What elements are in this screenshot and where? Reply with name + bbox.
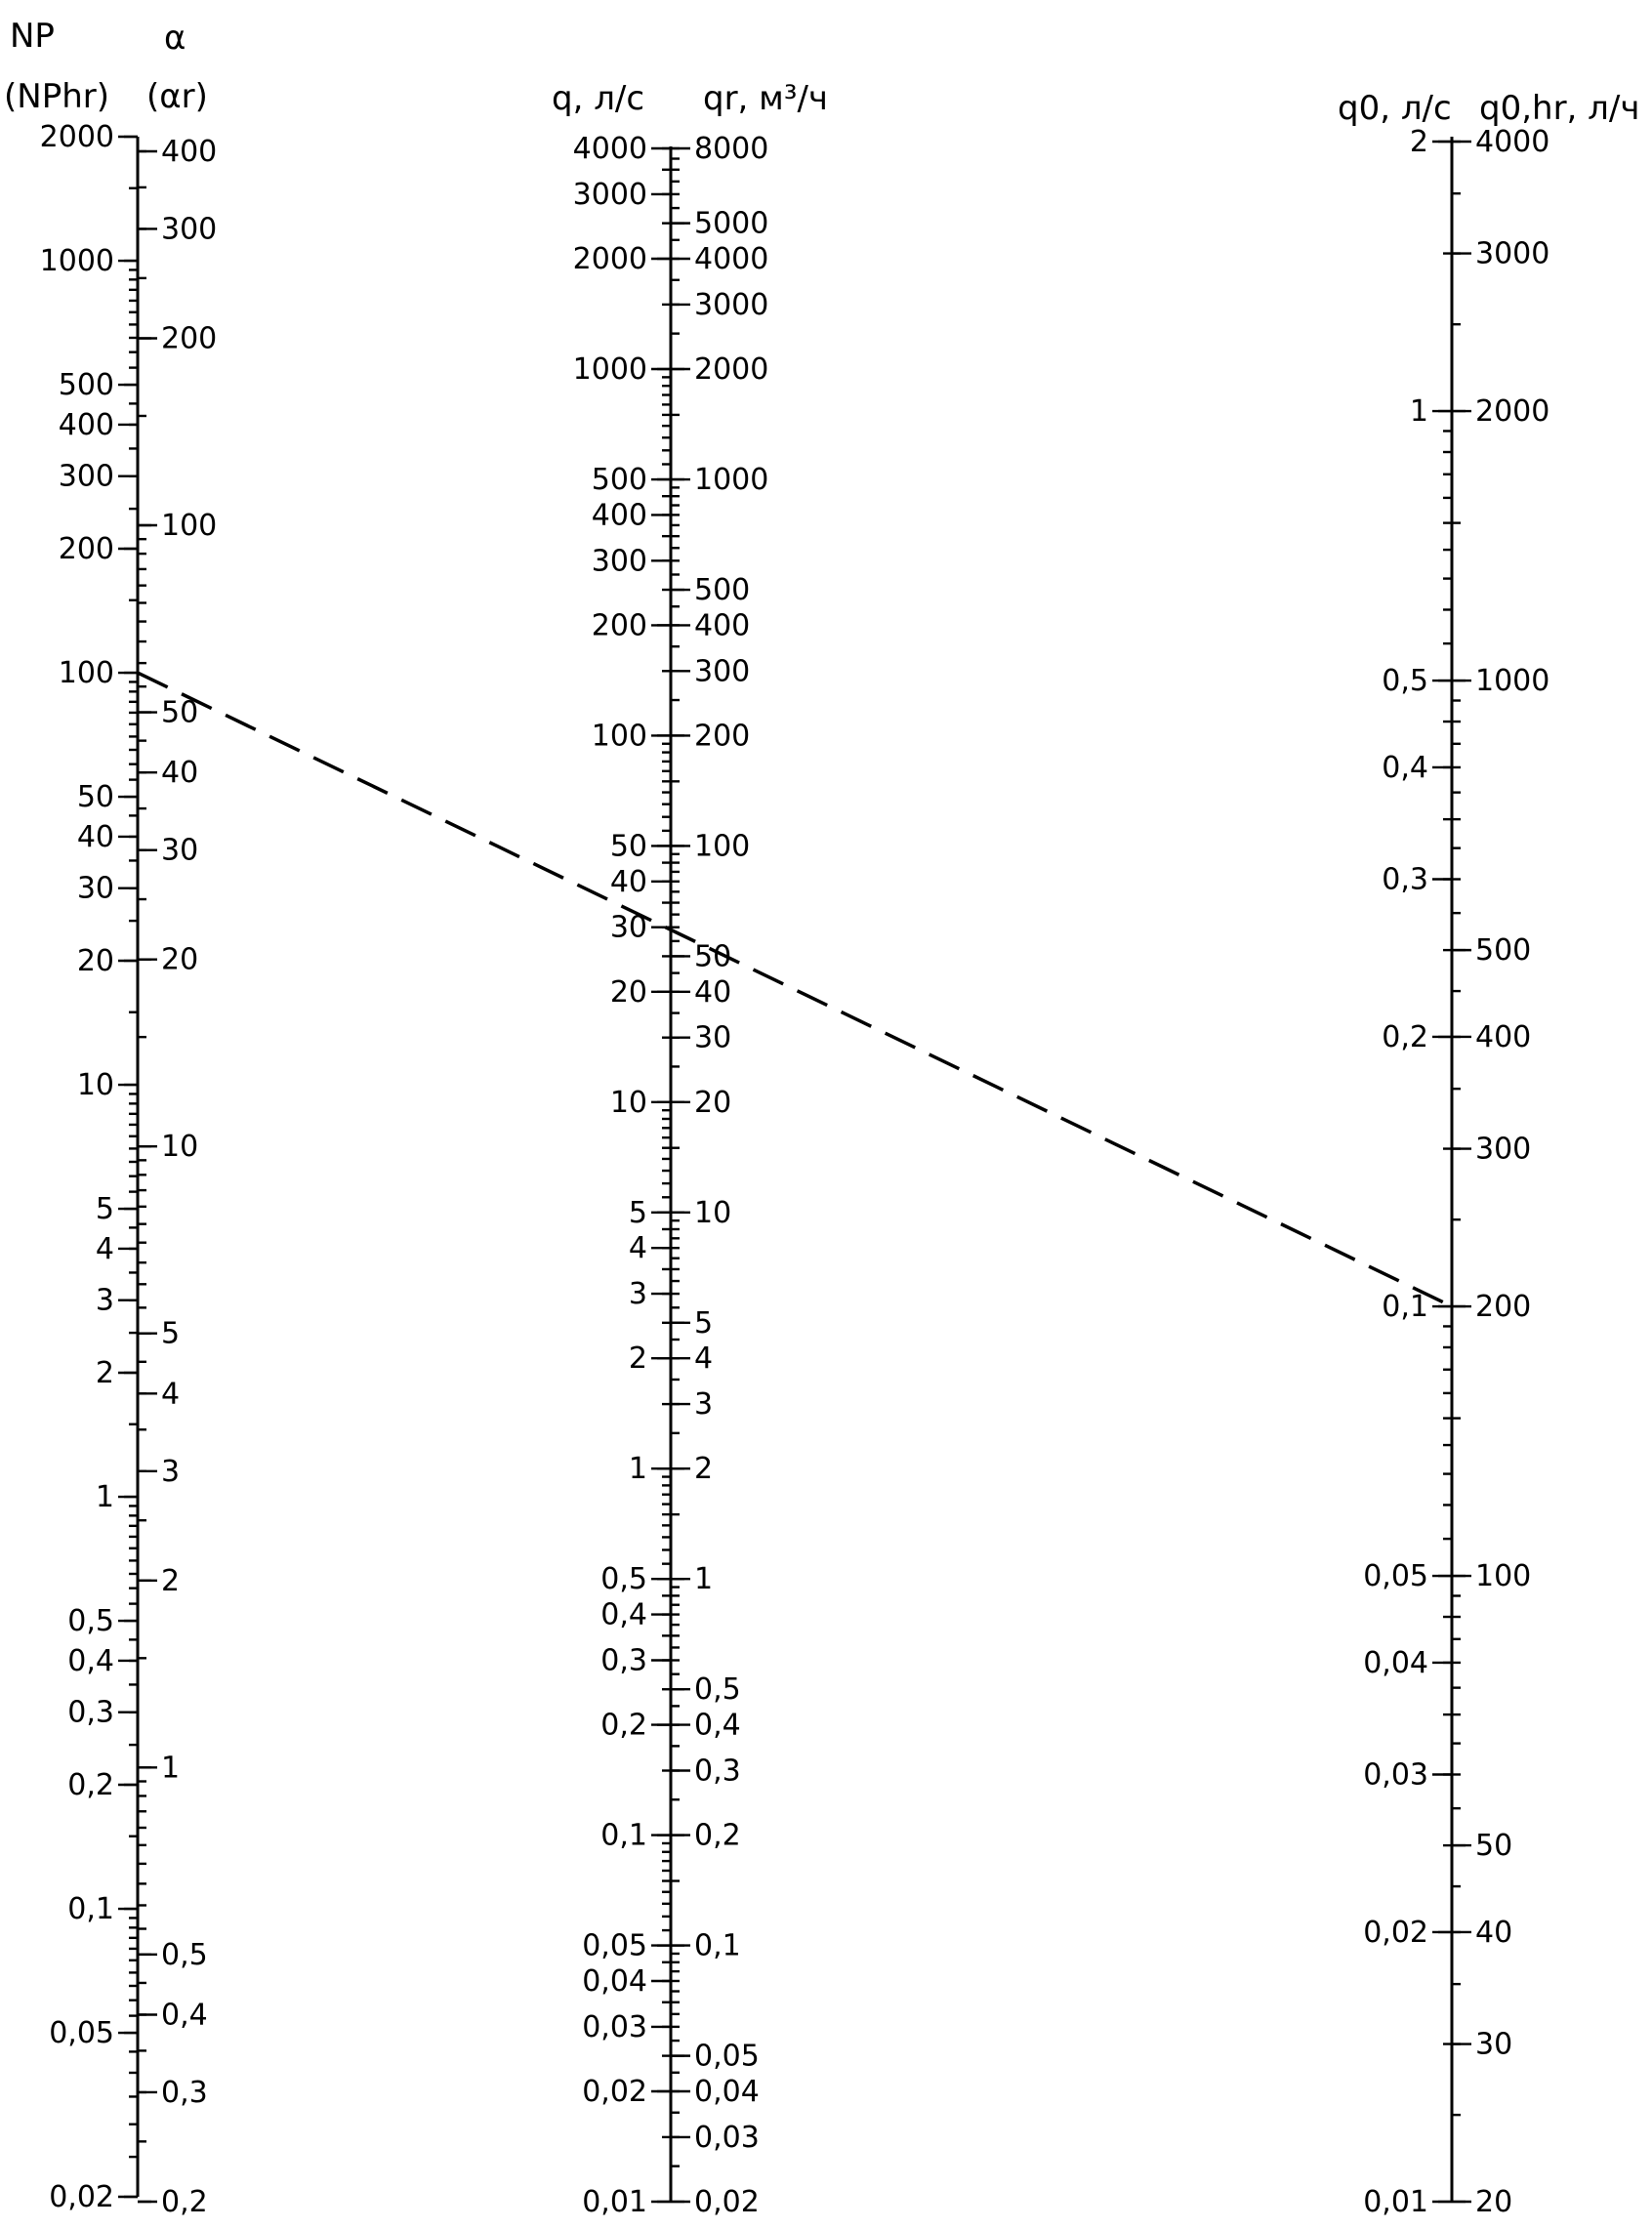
alpha-tick-label: 0,5 <box>161 1937 208 1972</box>
np-tick-label: 10 <box>76 1068 114 1103</box>
q-tick-label: 5 <box>628 1195 647 1230</box>
q-tick-label: 0,5 <box>600 1562 647 1597</box>
np-tick-label: 100 <box>58 656 114 691</box>
q-tick-label: 1 <box>628 1452 647 1487</box>
np-tick-label: 1000 <box>39 244 114 279</box>
q_hr-tick-label: 2 <box>694 1452 714 1487</box>
q_hr-tick-label: 0,4 <box>694 1708 741 1743</box>
alpha-tick-label: 10 <box>161 1130 199 1165</box>
np-hr-header: (NPhr) <box>4 77 109 116</box>
alpha-tick-label: 20 <box>161 942 199 977</box>
np-tick-label: 300 <box>58 459 114 494</box>
q-tick-label: 500 <box>591 463 647 498</box>
q0_hr-scale <box>1452 125 1549 2219</box>
q_hr-tick-label: 0,2 <box>694 1818 741 1853</box>
np-tick-label: 200 <box>58 532 114 566</box>
key-line-group <box>138 673 1452 1306</box>
q-tick-label: 4000 <box>572 132 647 166</box>
q0_hr-tick-label: 500 <box>1475 933 1532 969</box>
q-tick-label: 30 <box>609 910 647 945</box>
q0-tick-label: 0,5 <box>1382 664 1428 699</box>
np-scale <box>40 120 138 2214</box>
np-tick-label: 1 <box>95 1480 114 1515</box>
q_hr-scale <box>671 132 768 2219</box>
q0-tick-label: 0,3 <box>1382 862 1428 897</box>
np-tick-label: 2000 <box>39 120 114 154</box>
q-tick-label: 0,04 <box>582 1963 647 1999</box>
q-tick-label: 10 <box>609 1085 647 1120</box>
q_hr-tick-label: 500 <box>694 573 751 608</box>
alpha-tick-label: 200 <box>161 321 218 356</box>
dashed-key-line <box>138 673 1452 1306</box>
q-tick-label: 0,02 <box>582 2074 647 2109</box>
q_hr-tick-label: 5000 <box>694 206 769 241</box>
alpha-tick-label: 40 <box>161 756 199 791</box>
q_hr-tick-label: 2000 <box>694 352 769 388</box>
q0-tick-label: 0,04 <box>1363 1645 1428 1680</box>
q_hr-tick-label: 400 <box>694 608 751 643</box>
q-hr-header: qr, м³/ч <box>703 79 828 118</box>
np-tick-label: 400 <box>58 407 114 442</box>
alpha-tick-label: 30 <box>161 833 199 868</box>
np-tick-label: 40 <box>76 819 114 854</box>
q_hr-tick-label: 200 <box>694 719 751 754</box>
q-tick-label: 3 <box>628 1277 647 1312</box>
q0-tick-label: 0,03 <box>1363 1757 1428 1793</box>
q0-tick-label: 0,02 <box>1363 1915 1428 1950</box>
np-tick-label: 5 <box>95 1192 114 1227</box>
q-tick-label: 200 <box>591 608 647 643</box>
q_hr-tick-label: 0,04 <box>694 2074 760 2109</box>
q-tick-label: 2 <box>628 1342 647 1377</box>
q-tick-label: 0,05 <box>582 1928 647 1963</box>
np-tick-label: 3 <box>95 1283 114 1318</box>
q0-tick-label: 0,4 <box>1382 750 1428 785</box>
nomogram-axes <box>40 120 1550 2219</box>
q_hr-tick-label: 8000 <box>694 132 769 166</box>
np-tick-label: 0,5 <box>67 1604 114 1639</box>
q0_hr-tick-label: 400 <box>1475 1019 1532 1054</box>
q-tick-label: 20 <box>609 974 647 1010</box>
q0-tick-label: 0,1 <box>1382 1290 1428 1325</box>
q0_hr-tick-label: 4000 <box>1475 125 1550 159</box>
q_hr-tick-label: 0,03 <box>694 2120 760 2155</box>
np-tick-label: 0,2 <box>67 1768 114 1802</box>
alpha-tick-label: 400 <box>161 135 218 169</box>
q_hr-tick-label: 0,05 <box>694 2039 760 2074</box>
alpha-tick-label: 0,2 <box>161 2185 208 2219</box>
q_hr-tick-label: 4000 <box>694 242 769 277</box>
q_hr-tick-label: 40 <box>694 974 732 1010</box>
q-tick-label: 400 <box>591 498 647 533</box>
np-tick-label: 0,4 <box>67 1643 114 1678</box>
alpha-header: α <box>164 19 186 58</box>
alpha-scale <box>138 135 217 2219</box>
q-scale <box>573 132 671 2219</box>
np-tick-label: 2 <box>95 1356 114 1390</box>
q0_hr-tick-label: 20 <box>1475 2185 1513 2219</box>
q0_hr-tick-label: 40 <box>1475 1915 1513 1950</box>
q0-scale <box>1363 125 1452 2219</box>
q0-hr-header: q0,hr, л/ч <box>1479 89 1640 128</box>
q_hr-tick-label: 0,02 <box>694 2185 760 2219</box>
q-tick-label: 300 <box>591 544 647 579</box>
q_hr-tick-label: 300 <box>694 654 751 689</box>
q-tick-label: 3000 <box>572 177 647 212</box>
alpha-hr-header: (αr) <box>146 77 208 116</box>
q-tick-label: 50 <box>609 829 647 864</box>
q_hr-tick-label: 20 <box>694 1085 732 1120</box>
nomogram-headers <box>4 17 1639 128</box>
q-tick-label: 100 <box>591 719 647 754</box>
q_hr-tick-label: 0,1 <box>694 1928 741 1963</box>
q_hr-tick-label: 1000 <box>694 463 769 498</box>
q-tick-label: 0,3 <box>600 1643 647 1678</box>
q-tick-label: 0,03 <box>582 2009 647 2044</box>
q_hr-tick-label: 0,5 <box>694 1672 741 1708</box>
np-tick-label: 0,3 <box>67 1695 114 1730</box>
alpha-tick-label: 1 <box>161 1751 181 1786</box>
q-header: q, л/с <box>552 79 645 118</box>
q0-tick-label: 0,01 <box>1363 2185 1428 2219</box>
alpha-tick-label: 50 <box>161 695 199 730</box>
q-tick-label: 4 <box>628 1231 647 1266</box>
alpha-tick-label: 3 <box>161 1454 181 1489</box>
q-tick-label: 1000 <box>572 352 647 388</box>
np-tick-label: 50 <box>76 780 114 815</box>
q_hr-tick-label: 3 <box>694 1387 714 1423</box>
alpha-tick-label: 0,3 <box>161 2075 208 2110</box>
q_hr-tick-label: 0,3 <box>694 1754 741 1789</box>
np-tick-label: 0,05 <box>49 2016 114 2051</box>
q_hr-tick-label: 1 <box>694 1562 714 1597</box>
np-tick-label: 500 <box>58 368 114 403</box>
np-tick-label: 30 <box>76 871 114 906</box>
q_hr-tick-label: 10 <box>694 1195 732 1230</box>
np-tick-label: 20 <box>76 944 114 978</box>
q0_hr-tick-label: 1000 <box>1475 664 1550 699</box>
q0_hr-tick-label: 3000 <box>1475 236 1550 271</box>
q0-tick-label: 1 <box>1409 394 1428 430</box>
alpha-tick-label: 300 <box>161 212 218 247</box>
np-tick-label: 0,02 <box>49 2180 114 2214</box>
q_hr-tick-label: 100 <box>694 829 751 864</box>
q-tick-label: 40 <box>609 864 647 899</box>
q-tick-label: 2000 <box>572 242 647 277</box>
q_hr-tick-label: 50 <box>694 939 732 974</box>
q0_hr-tick-label: 200 <box>1475 1290 1532 1325</box>
q-tick-label: 0,01 <box>582 2185 647 2219</box>
q0_hr-tick-label: 100 <box>1475 1559 1532 1594</box>
q0_hr-tick-label: 50 <box>1475 1829 1513 1864</box>
alpha-tick-label: 0,4 <box>161 1998 208 2033</box>
q0-header: q0, л/с <box>1338 89 1452 128</box>
q0_hr-tick-label: 2000 <box>1475 394 1550 430</box>
q_hr-tick-label: 30 <box>694 1020 732 1055</box>
q0_hr-tick-label: 30 <box>1475 2027 1513 2062</box>
alpha-tick-label: 2 <box>161 1563 181 1598</box>
q_hr-tick-label: 3000 <box>694 287 769 322</box>
np-header: NP <box>10 17 55 56</box>
q0-tick-label: 0,05 <box>1363 1559 1428 1594</box>
alpha-tick-label: 4 <box>161 1377 181 1412</box>
q0_hr-tick-label: 300 <box>1475 1132 1532 1167</box>
q-tick-label: 0,4 <box>600 1597 647 1632</box>
np-tick-label: 4 <box>95 1231 114 1266</box>
np-tick-label: 0,1 <box>67 1892 114 1927</box>
q0-tick-label: 0,2 <box>1382 1019 1428 1054</box>
alpha-tick-label: 5 <box>161 1316 181 1351</box>
alpha-tick-label: 100 <box>161 509 218 544</box>
q0-tick-label: 2 <box>1409 125 1428 159</box>
q_hr-tick-label: 5 <box>694 1305 714 1341</box>
q-tick-label: 0,2 <box>600 1708 647 1743</box>
q-tick-label: 0,1 <box>600 1818 647 1853</box>
q_hr-tick-label: 4 <box>694 1342 714 1377</box>
